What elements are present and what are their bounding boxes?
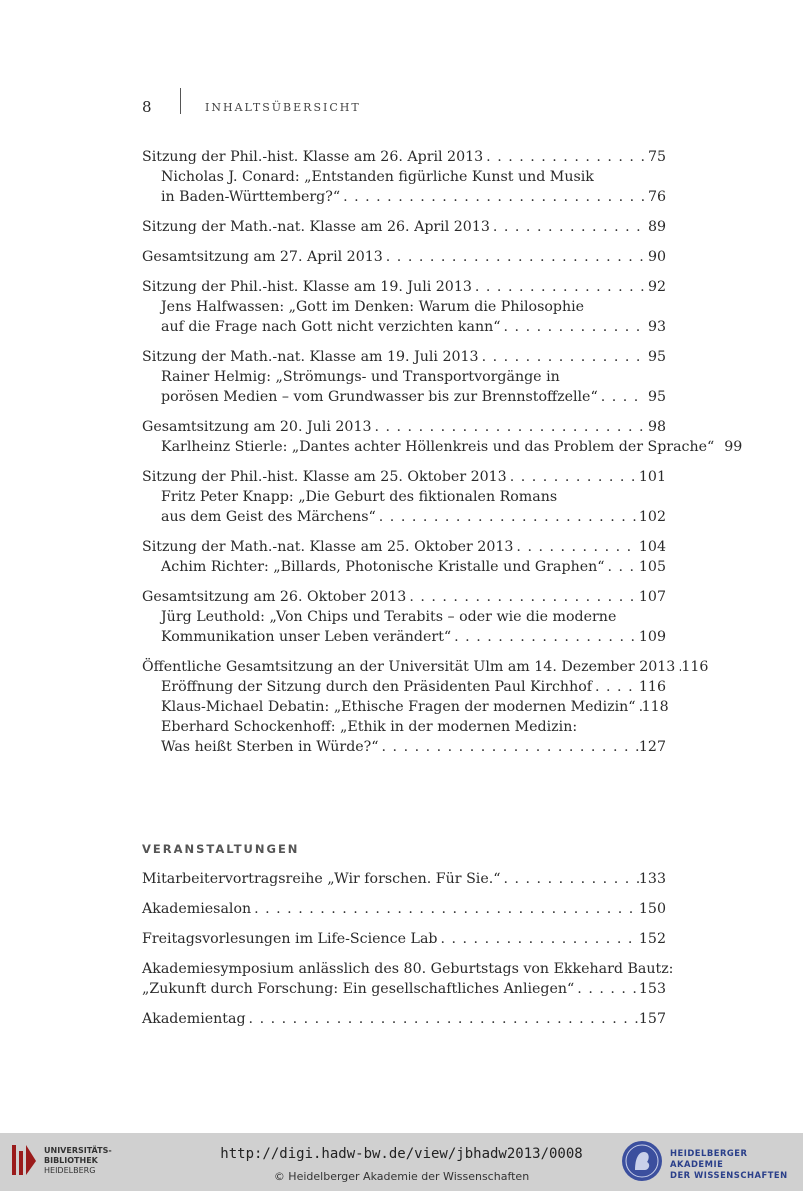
toc-entry <box>142 929 666 949</box>
toc-entry-title: Freitagsvorlesungen im Life-Science Lab <box>142 931 438 947</box>
toc-entry-title: porösen Medien – vom Grundwasser bis zur Brennstoffzelle“ <box>161 389 598 405</box>
toc-page-number: 133 <box>638 871 666 887</box>
toc-entry <box>142 557 666 577</box>
footer-bar <box>0 1133 803 1191</box>
toc-entry <box>142 899 666 919</box>
toc-entry-title: Gesamtsitzung am 20. Juli 2013 <box>142 419 372 435</box>
toc-entry <box>142 317 666 337</box>
toc-page-number: 98 <box>647 419 666 435</box>
dot-leader <box>592 677 639 697</box>
academy-name <box>670 1148 803 1181</box>
dot-leader <box>483 147 644 167</box>
toc-entry-line: Akademiesymposium anlässlich des 80. Geburtstags von Ekkehard Bautz: <box>142 961 674 977</box>
dot-leader <box>513 537 638 557</box>
toc-entry-title: aus dem Geist des Märchens“ <box>161 509 376 525</box>
toc-entry <box>142 537 666 557</box>
toc-group <box>142 147 666 207</box>
toc-group <box>142 657 709 757</box>
toc-entry <box>142 187 666 207</box>
ub-line: BIBLIOTHEK <box>44 1156 98 1165</box>
events-list <box>142 869 674 1039</box>
toc-entry-title: Was heißt Sterben in Würde?“ <box>161 739 379 755</box>
toc-entry <box>142 217 666 237</box>
toc-entry <box>142 147 666 167</box>
toc-entry <box>142 869 666 889</box>
toc-entry-title: Klaus-Michael Debatin: „Ethische Fragen der modernen Medizin“ <box>161 699 636 715</box>
toc-group <box>142 1009 666 1029</box>
toc-page-number: 116 <box>638 679 666 695</box>
toc-page-number: 118 <box>641 699 669 715</box>
toc-entry <box>142 1009 666 1029</box>
toc-entry-title: Öffentliche Gesamtsitzung an der Universität Ulm am 14. Dezember 2013 <box>142 659 676 675</box>
toc-entry <box>142 507 666 527</box>
page-number: 8 <box>142 98 152 116</box>
toc-entry-title: Akademientag <box>142 1011 246 1027</box>
toc-page-number: 92 <box>647 279 666 295</box>
toc-page-number: 107 <box>638 589 666 605</box>
toc-entry <box>142 247 666 267</box>
toc-entry-title: Karlheinz Stierle: „Dantes achter Höllenkreis und das Problem der Sprache“ <box>161 439 715 455</box>
dot-leader <box>379 737 639 757</box>
toc-group <box>142 467 666 527</box>
toc-entry-line: Jens Halfwassen: „Gott im Denken: Warum die Philosophie <box>161 299 585 315</box>
copyright-text: © Heidelberger Akademie der Wissenschaften <box>273 1170 530 1183</box>
dot-leader <box>605 557 639 577</box>
toc-page-number: 157 <box>638 1011 666 1027</box>
dot-leader <box>438 929 639 949</box>
toc-entry <box>142 737 666 757</box>
toc-entry <box>142 677 666 697</box>
toc-entry-title: Gesamtsitzung am 26. Oktober 2013 <box>142 589 407 605</box>
toc-entry <box>142 347 666 367</box>
toc-entry <box>142 277 666 297</box>
toc-entry-title: Akademiesalon <box>142 901 252 917</box>
toc-page-number: 153 <box>638 981 666 997</box>
toc-page-number: 109 <box>638 629 666 645</box>
ub-line: UNIVERSITÄTS- <box>44 1146 112 1155</box>
toc-page-number: 101 <box>638 469 666 485</box>
toc-entry <box>142 467 666 487</box>
toc-entry-title: in Baden-Württemberg?“ <box>161 189 341 205</box>
toc-group <box>142 929 666 949</box>
toc-entry <box>142 387 666 407</box>
toc-group <box>142 217 666 237</box>
toc-group <box>142 247 666 267</box>
toc-entry <box>142 437 743 457</box>
toc-entry-title: Sitzung der Phil.-hist. Klasse am 26. April 2013 <box>142 149 484 165</box>
toc-entry-title: Gesamtsitzung am 27. April 2013 <box>142 249 383 265</box>
ub-line: HEIDELBERG <box>44 1166 96 1175</box>
academy-seal-icon <box>621 1140 663 1182</box>
toc-entry <box>142 587 666 607</box>
toc-group <box>142 899 666 919</box>
table-of-contents <box>142 147 743 767</box>
academy-line: DER WISSENSCHAFTEN <box>670 1170 788 1180</box>
toc-page-number: 104 <box>638 539 666 555</box>
toc-page-number: 76 <box>647 189 666 205</box>
toc-group <box>142 869 666 889</box>
toc-page-number: 93 <box>647 319 666 335</box>
toc-page-number: 75 <box>647 149 666 165</box>
toc-page-number: 99 <box>724 439 743 455</box>
toc-entry-title: Kommunikation unser Leben verändert“ <box>161 629 452 645</box>
toc-entry-title: Sitzung der Math.-nat. Klasse am 19. Juli 2013 <box>142 349 479 365</box>
toc-page-number: 89 <box>647 219 666 235</box>
toc-entry-line: Nicholas J. Conard: „Entstanden figürliche Kunst und Musik <box>161 169 594 185</box>
dot-leader <box>251 899 639 919</box>
toc-group <box>142 537 666 577</box>
toc-page-number: 95 <box>647 349 666 365</box>
dot-leader <box>451 627 639 647</box>
toc-page-number: 105 <box>638 559 666 575</box>
toc-entry-title: Sitzung der Math.-nat. Klasse am 25. Oktober 2013 <box>142 539 514 555</box>
toc-group <box>142 277 666 337</box>
toc-page-number: 150 <box>638 901 666 917</box>
toc-entry-title: Eröffnung der Sitzung durch den Präsidenten Paul Kirchhof <box>161 679 593 695</box>
toc-entry-title: „Zukunft durch Forschung: Ein gesellschaftliches Anliegen“ <box>142 981 575 997</box>
dot-leader <box>479 347 644 367</box>
toc-page-number: 90 <box>647 249 666 265</box>
toc-entry <box>142 657 709 677</box>
running-head: INHALTSÜBERSICHT <box>205 101 361 114</box>
toc-entry <box>142 627 666 647</box>
toc-group <box>142 587 666 647</box>
page-header <box>142 88 742 128</box>
toc-entry <box>142 697 669 717</box>
toc-entry-line: Rainer Helmig: „Strömungs- und Transportvorgänge in <box>161 369 560 385</box>
toc-entry-line: Eberhard Schockenhoff: „Ethik in der modernen Medizin: <box>161 719 578 735</box>
dot-leader <box>501 869 639 889</box>
header-divider <box>180 88 181 114</box>
toc-page-number: 95 <box>647 389 666 405</box>
dot-leader <box>406 587 639 607</box>
toc-entry <box>142 979 666 999</box>
academy-line: HEIDELBERGER AKADEMIE <box>670 1148 748 1169</box>
toc-entry-title: Mitarbeitervortragsreihe „Wir forschen. Für Sie.“ <box>142 871 501 887</box>
dot-leader <box>574 979 639 999</box>
toc-entry-title: Achim Richter: „Billards, Photonische Kristalle und Graphen“ <box>161 559 605 575</box>
dot-leader <box>490 217 644 237</box>
toc-page-number: 152 <box>638 931 666 947</box>
dot-leader <box>507 467 639 487</box>
dot-leader <box>372 417 645 437</box>
source-url-link[interactable]: http://digi.hadw-bw.de/view/jbhadw2013/0008 <box>220 1146 583 1162</box>
toc-group <box>142 347 666 407</box>
toc-entry-line: Jürg Leuthold: „Von Chips und Terabits – oder wie die moderne <box>161 609 617 625</box>
toc-page-number: 102 <box>638 509 666 525</box>
toc-page-number: 127 <box>638 739 666 755</box>
toc-entry-title: Sitzung der Phil.-hist. Klasse am 25. Oktober 2013 <box>142 469 507 485</box>
toc-entry-title: auf die Frage nach Gott nicht verzichten kann“ <box>161 319 501 335</box>
dot-leader <box>472 277 644 297</box>
toc-page-number: 116 <box>681 659 709 675</box>
toc-group <box>142 417 743 457</box>
dot-leader <box>501 317 644 337</box>
dot-leader <box>598 387 644 407</box>
dot-leader <box>246 1009 639 1029</box>
toc-entry-title: Sitzung der Phil.-hist. Klasse am 19. Juli 2013 <box>142 279 472 295</box>
toc-entry-title: Sitzung der Math.-nat. Klasse am 26. April 2013 <box>142 219 490 235</box>
dot-leader <box>383 247 644 267</box>
dot-leader <box>340 187 644 207</box>
section-heading: VERANSTALTUNGEN <box>142 842 300 856</box>
dot-leader <box>376 507 639 527</box>
toc-group <box>142 959 674 999</box>
toc-entry <box>142 417 666 437</box>
toc-entry-line: Fritz Peter Knapp: „Die Geburt des fiktionalen Romans <box>161 489 558 505</box>
